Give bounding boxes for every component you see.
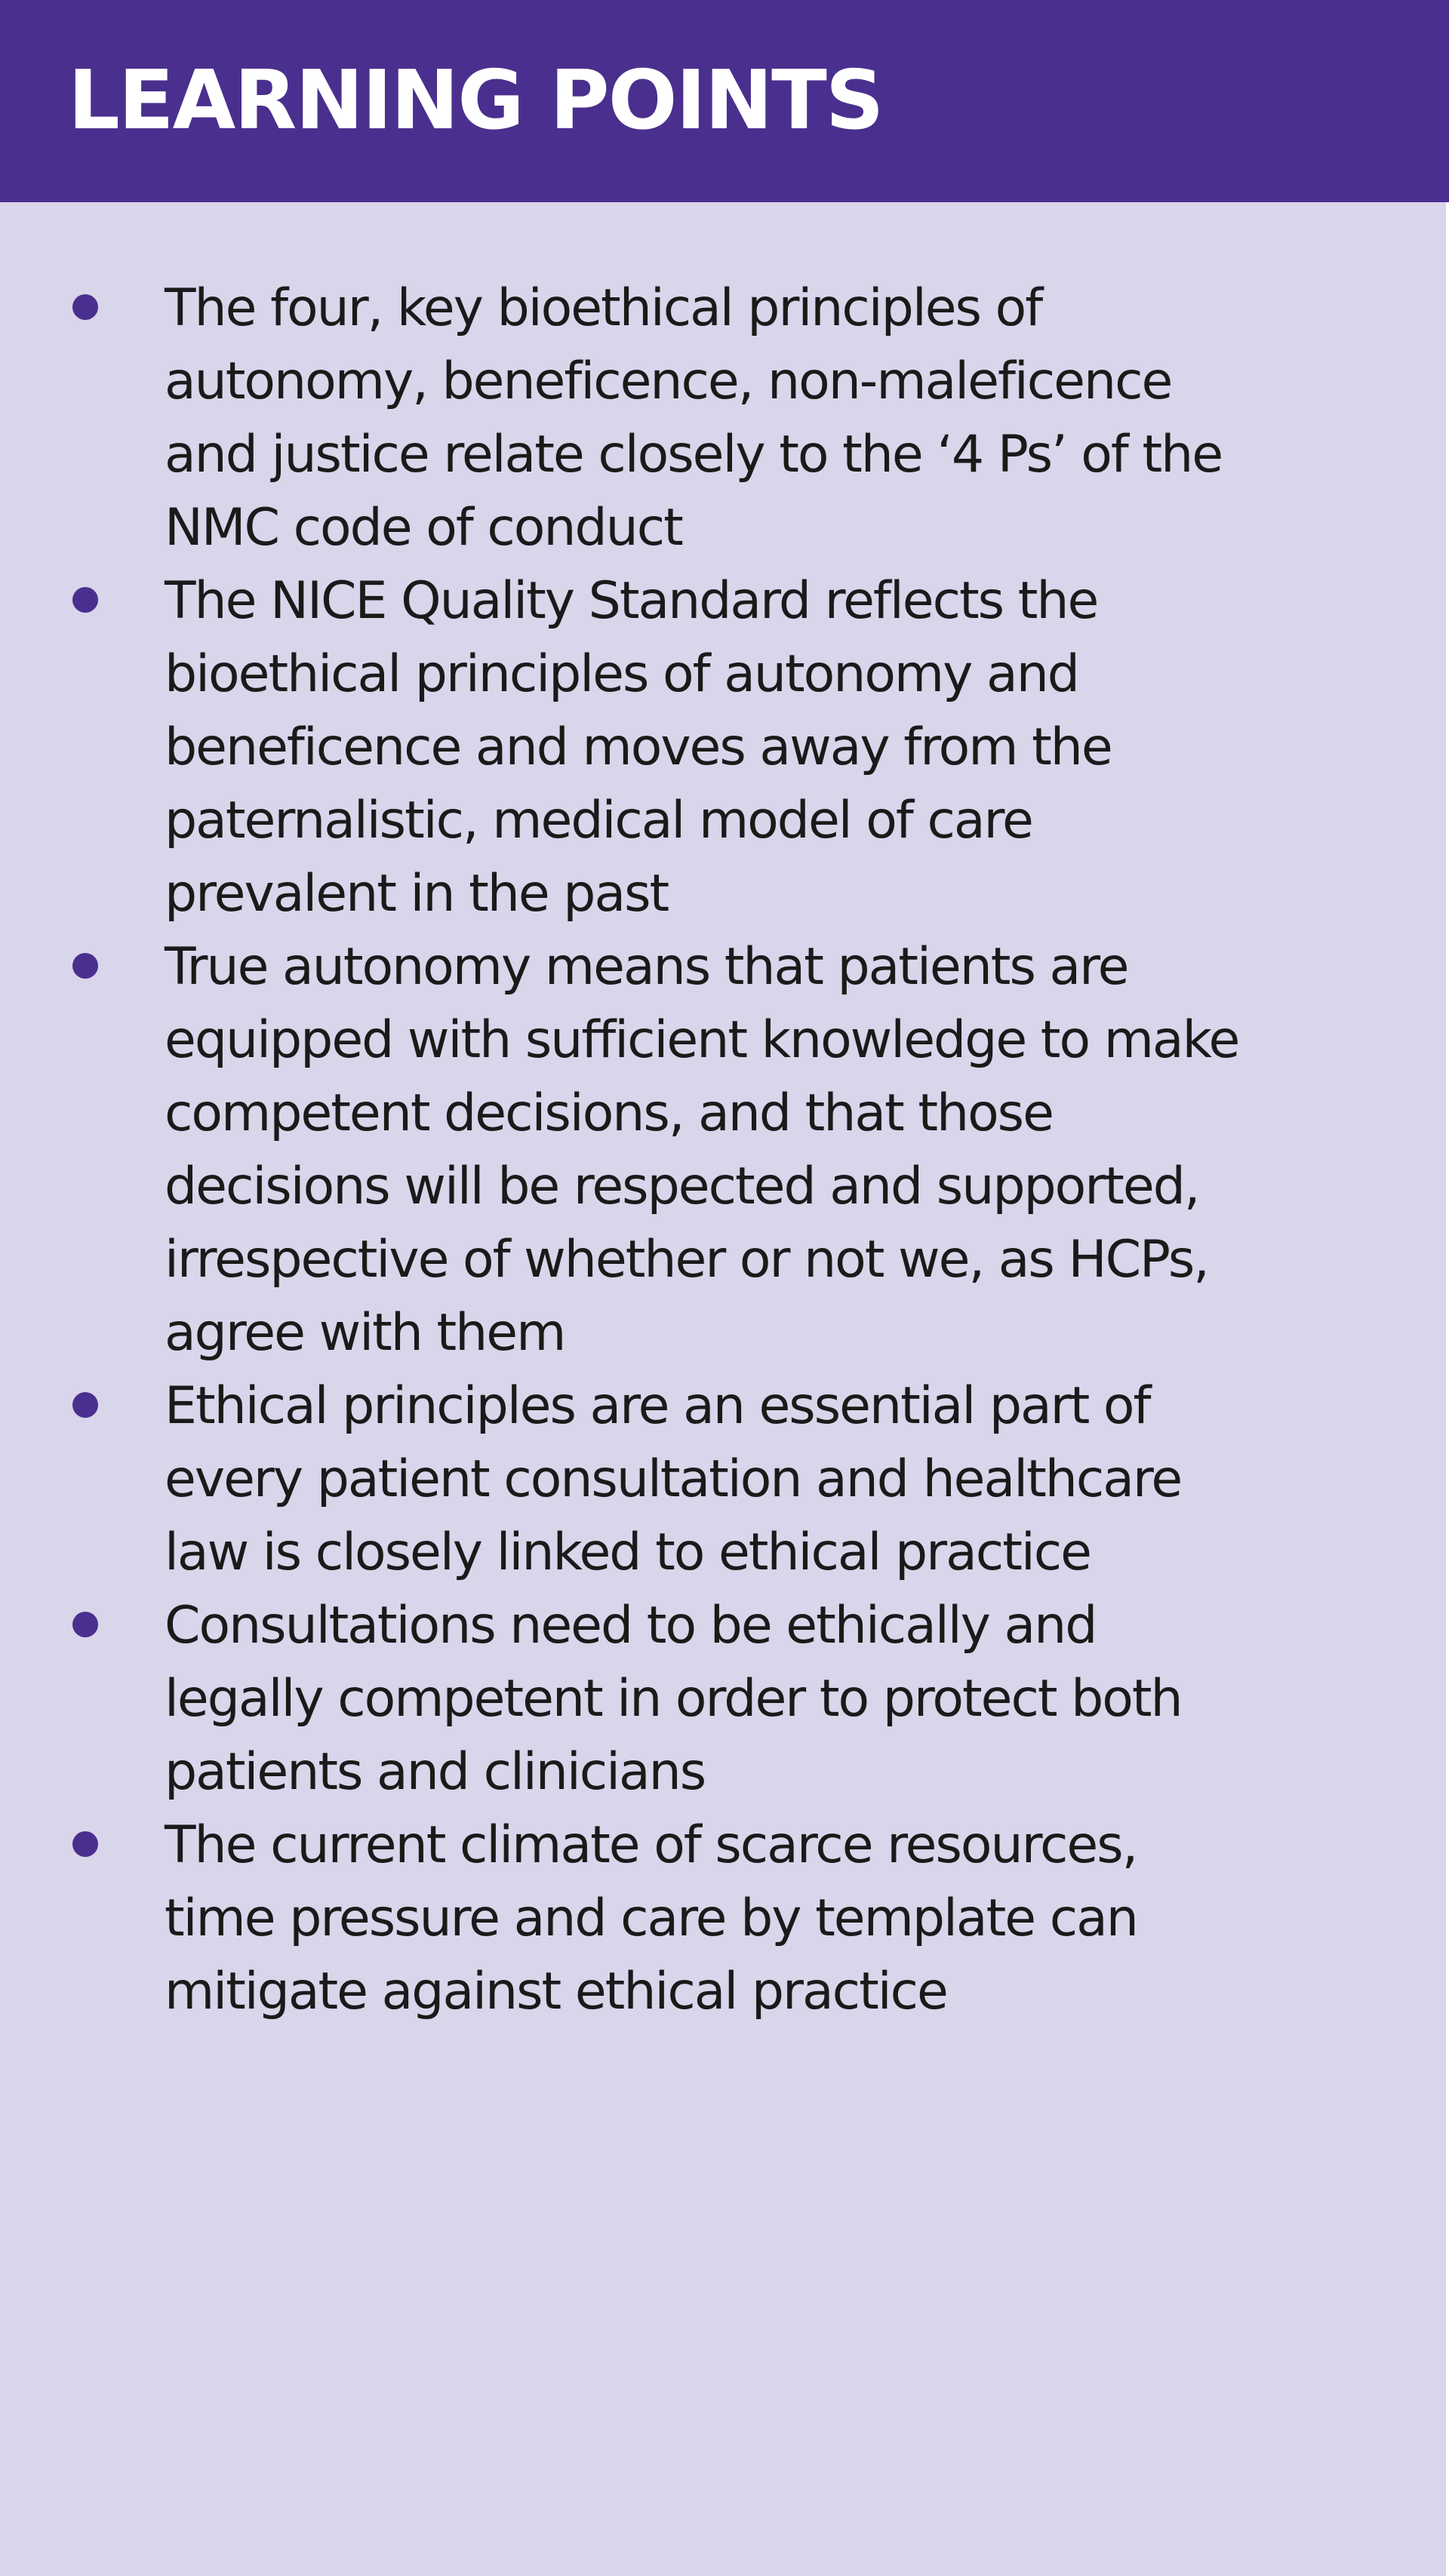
bullet-icon	[72, 1392, 98, 1418]
learning-points-list	[0, 272, 1449, 2028]
list-item-text: The current climate of scarce resources, time pressure and care by template can mitigate against ethical practice	[165, 1815, 1137, 2021]
list-item-text: The NICE Quality Standard reflects the bioethical principles of autonomy and beneficence and moves away from the paternalistic, medical model of care prevalent in the past	[165, 571, 1112, 924]
header-bar	[0, 0, 1449, 202]
list-item	[0, 1589, 1449, 1809]
list-item-text: True autonomy means that patients are equipped with sufficient knowledge to make competent decisions, and that those decisions will be respected and supported, irrespective of whether or not we, as HCPs, agree with them	[165, 937, 1239, 1363]
list-item	[0, 1809, 1449, 2028]
list-item	[0, 930, 1449, 1369]
list-item	[0, 564, 1449, 930]
bullet-icon	[72, 953, 98, 979]
list-item-text: The four, key bioethical principles of autonomy, beneficence, non-maleficence and justice relate closely to the ‘4 Ps’ of the NMC code of conduct	[165, 278, 1223, 558]
list-item-text: Consultations need to be ethically and legally competent in order to protect both patients and clinicians	[165, 1596, 1182, 1802]
bullet-icon	[72, 1612, 98, 1637]
bullet-icon	[72, 587, 98, 613]
list-item-text: Ethical principles are an essential part of every patient consultation and healthcare law is closely linked to ethical practice	[165, 1376, 1182, 1582]
bullet-icon	[72, 294, 98, 320]
bullet-icon	[72, 1831, 98, 1857]
list-item	[0, 272, 1449, 564]
header-title: LEARNING POINTS	[68, 54, 883, 148]
list-item	[0, 1369, 1449, 1589]
